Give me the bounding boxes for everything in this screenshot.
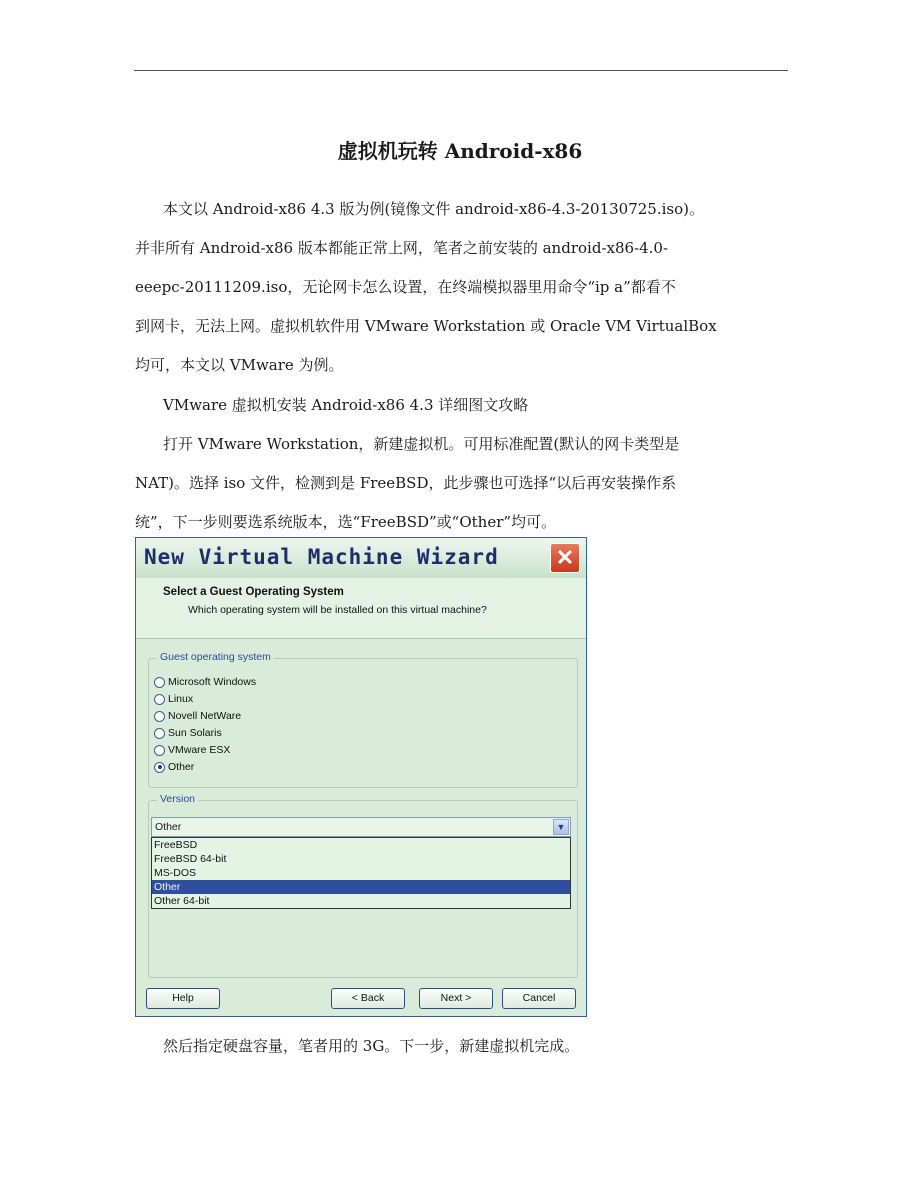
wizard-title-bar — [136, 538, 586, 579]
radio-other[interactable] — [154, 759, 194, 775]
cancel-button[interactable]: Cancel — [502, 988, 576, 1009]
radio-microsoft-windows[interactable] — [154, 674, 256, 690]
version-select-value: Other — [155, 821, 182, 833]
header-rule — [134, 70, 788, 71]
guest-os-group-label: Guest operating system — [157, 651, 274, 663]
version-option-ms-dos[interactable]: MS-DOS — [154, 867, 196, 879]
radio-vmware-esx[interactable] — [154, 742, 230, 758]
radio-icon — [154, 677, 165, 688]
version-option-other[interactable]: Other — [152, 880, 570, 894]
chevron-down-icon[interactable]: ▼ — [553, 819, 569, 835]
steps-line-2: NAT)。选择 iso 文件，检测到是 FreeBSD，此步骤也可选择“以后再安装操作系 — [135, 474, 677, 492]
radio-icon — [154, 694, 165, 705]
intro-line-1: 本文以 Android-x86 4.3 版为例(镜像文件 android-x86-4.3-20130725.iso)。 — [163, 200, 704, 218]
close-button[interactable] — [550, 543, 580, 573]
intro-paragraph — [135, 190, 823, 385]
radio-label: Linux — [168, 693, 194, 705]
radio-label: Novell NetWare — [168, 710, 242, 722]
wizard-step-title: Select a Guest Operating System — [163, 586, 344, 598]
steps-line-3: 统”，下一步则要选系统版本，选“FreeBSD”或“Other”均可。 — [135, 513, 557, 531]
intro-line-2: 并非所有 Android-x86 版本都能正常上网，笔者之前安装的 android-x86-4.0- — [135, 239, 669, 257]
radio-novell-netware[interactable] — [154, 708, 241, 724]
help-button[interactable]: Help — [146, 988, 220, 1009]
radio-selected-icon — [154, 762, 165, 773]
version-option-freebsd[interactable]: FreeBSD — [154, 839, 198, 851]
version-option-other-64[interactable]: Other 64-bit — [154, 895, 210, 907]
radio-label: Other — [168, 761, 195, 773]
radio-label: VMware ESX — [168, 744, 231, 756]
intro-line-3: eeepc-20111209.iso，无论网卡怎么设置，在终端模拟器里用命令“ip a”都看不 — [135, 278, 676, 296]
back-button[interactable]: < Back — [331, 988, 405, 1009]
wizard-title: New Virtual Machine Wizard — [144, 545, 499, 569]
document-title: 虚拟机玩转 Android-x86 — [337, 139, 583, 163]
closing-paragraph: 然后指定硬盘容量，笔者用的 3G。下一步，新建虚拟机完成。 — [163, 1037, 580, 1055]
next-button[interactable]: Next > — [419, 988, 493, 1009]
intro-line-4: 到网卡，无法上网。虚拟机软件用 VMware Workstation 或 Oracle VM VirtualBox — [135, 317, 717, 335]
close-icon: ✕ — [555, 545, 575, 570]
radio-icon — [154, 711, 165, 722]
radio-label: Microsoft Windows — [168, 676, 257, 688]
new-vm-wizard-screenshot — [135, 537, 587, 1017]
steps-line-1: 打开 VMware Workstation，新建虚拟机。可用标准配置(默认的网卡类型是 — [163, 435, 680, 453]
intro-line-5: 均可，本文以 VMware 为例。 — [135, 356, 344, 374]
radio-icon — [154, 728, 165, 739]
steps-paragraph — [135, 425, 823, 542]
version-option-freebsd-64[interactable]: FreeBSD 64-bit — [154, 853, 227, 865]
version-dropdown-list — [151, 837, 571, 909]
wizard-header — [136, 578, 586, 639]
radio-label: Sun Solaris — [168, 727, 222, 739]
version-select[interactable] — [151, 817, 571, 837]
radio-linux[interactable] — [154, 691, 193, 707]
version-group-label: Version — [157, 793, 198, 805]
wizard-step-subtitle: Which operating system will be installed on this virtual machine? — [188, 604, 487, 616]
radio-sun-solaris[interactable] — [154, 725, 222, 741]
section-heading-paragraph: VMware 虚拟机安装 Android-x86 4.3 详细图文攻略 — [163, 396, 529, 414]
radio-icon — [154, 745, 165, 756]
